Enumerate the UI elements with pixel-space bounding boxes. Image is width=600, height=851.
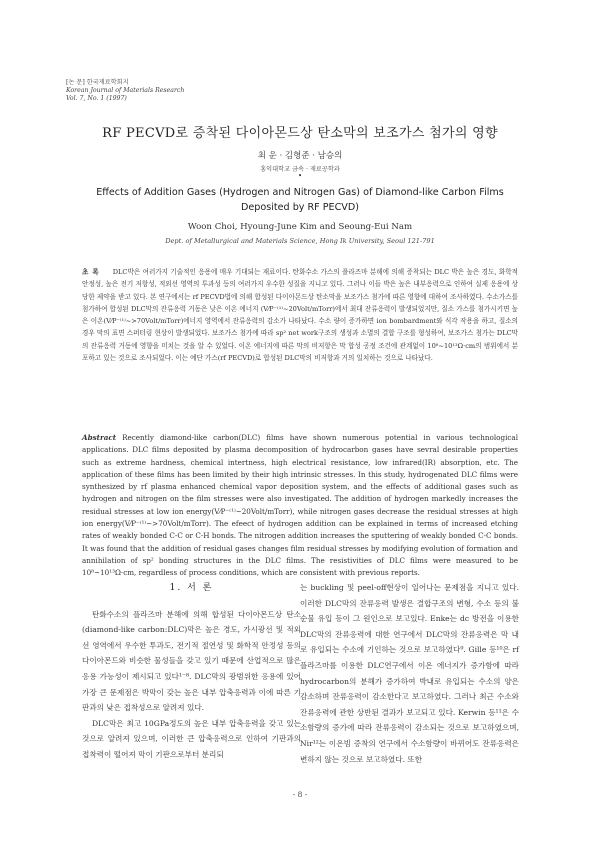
body-column-left <box>82 577 301 763</box>
page-number: - 8 - <box>292 790 308 799</box>
abstract-korean-label: 초록 <box>82 268 103 276</box>
separator-bullet: • <box>298 172 303 180</box>
body-column-right <box>300 580 519 767</box>
abstract-korean-text: DLC박은 여러가지 기술적인 응용에 매우 기대되는 재료이다. 탄화수소 가스의 플라즈마 분해에 의해 증착되는 DLC 박은 높은 경도, 화학적 안정성, 높은 전기 저항성, 적외선 영역의 투과성 등의 여러가지 우수한 성질을 지니고 있다. 그러나 이들 박은 높은 내부응력으로 인하여 실제 응용에 상당한 제약을 받고 있다. 본 연구에서는 rf PECVD법에 의해 합성된 다이아몬드상 탄소막을 보조가스 첨가에 따른 영향에 대하여 조사하였다. 수소가스를 첨가하여 합성된 DLC막의 잔류응력 거동은 낮은 이온 에너지 (V⁄P⁻⁽¹⁾~20Volt/mTorr)에서 최대 잔류응력이 발생되었지만, 질소 가스를 첨가시키면 높은 이온(V⁄P⁻⁽¹⁾~>70Volt/mTorr)에너지 영역에서 잔류응력의 감소가 나타났다. 수소 량이 증가하면 ion bombardment와 식각 작용을 하고, 질소의 경우 막의 표면 스퍼터링 현상이 발생되었다. 보조가스 첨가에 따라 sp² net work구조의 생성과 소멸의 결합 구조를 형성하여, 보조가스 첨가는 DLC막의 잔류응력 거동에 영향을 미치는 것을 알 수 있었다. 이온 에너지에 따른 막의 비저항은 막 합성 공정 조건에 관계없이 10⁸~10¹³Ω·cm의 범위에서 분포하고 있는 것으로 조사되었다. 이는 예단 가스(rf PECVD)로 합성된 DLC막의 비저항과 거의 일치하는 것으로 나타났다. <box>82 268 518 363</box>
body-paragraph: 탄화수소의 플라즈마 분해에 의해 합성된 다이아몬드상 탄소(diamond-like carbon:DLC)막은 높은 경도, 가시광선 및 적외선 영역에서 우수한 투과도, 전기적 절연성 및 화학적 안정성 등의 다이아몬드와 비슷한 물성들을 갖고 있기 때문에 산업적으로 많은 응용 가능성이 제시되고 있다¹⁻⁸. DLC막의 광범위한 응용에 있어 가장 큰 문제점은 박막이 갖는 높은 내부 압축응력과 이에 따른 기판과의 낮은 접착성으로 알려져 있다. <box>82 609 301 713</box>
journal-volume: Vol. 7, No. 1 (1997) <box>66 95 127 102</box>
paper-title-korean: RF PECVD로 증착된 다이아몬드상 탄소막의 보조가스 첨가의 영향 <box>102 126 498 141</box>
abstract-english-text: Recently diamond-like carbon(DLC) films have shown numerous potential in various technological applications. DLC films deposited by plasma decomposition of hydrocarbon gases have sevral desirable properties such as extreme hardness, chemical intertness, high electrical resistance, low infrared(IR) absorption, etc. The application of these films has been limited by their high intrinsic stresses. In this study, hydrogenated DLC films were synthesized by rf plasma enhanced chemical vapor deposition system, and the effects of additional gases such as hydrogen and nitrogen on the film stresses were also investigated. The addition of hydrogen markedly increases the residual stresses at low ion energy(V⁄P⁻⁽¹⁾~20Volt/mTorr), while nitrogen gases decrease the residual stresses at high ion energy(V⁄P⁻⁽¹⁾~>70Volt/mTorr). The efeect of hydrogen addition can be explained in terms of increased etching rates of weakly bonded C-C or C-H bonds. The nitrogen addition increases the sputtering of weakly bonded C-C bonds. It was found that the addition of residual gases changes film residual stresses by modifying evolution of formation and annihilation of sp² bonding structures in the DLC films. The resistivities of DLC films were measured to be 10⁸~10¹³Ω·cm, regardless of process conditions, which are consistent with previous reports. <box>82 433 518 578</box>
authors-korean: 최 운 · 김형준 · 남승의 <box>257 151 343 161</box>
body-paragraph: DLC막은 최고 10GPa정도의 높은 내부 압축응력을 갖고 있는 것으로 알려져 있으며, 이러한 큰 압축응력으로 인하여 기판과의 접착력이 떨어져 막이 기판으로부터 분리되 <box>82 718 301 759</box>
journal-label: [논 문] 한국재료학회지 <box>66 79 129 86</box>
authors-english: Woon Choi, Hyoung-June Kim and Seoung-Eui Nam <box>187 222 413 232</box>
abstract-english <box>82 432 518 580</box>
journal-name: Korean Journal of Materials Research <box>66 87 185 94</box>
abstract-english-label: Abstract <box>82 433 117 442</box>
affiliation-english: Dept. of Metallurgical and Materials Science, Hong Ik University, Seoul 121-791 <box>165 237 435 245</box>
paper-title-english: Effects of Addition Gases (Hydrogen and Nitrogen Gas) of Diamond-like Carbon Films Deposited by RF PECVD) <box>96 187 504 213</box>
section-heading-introduction: 1. 서 론 <box>169 583 214 593</box>
affiliation-korean: 홍익대학교 금속 · 재료공학과 <box>260 166 340 173</box>
abstract-korean <box>82 266 518 364</box>
body-paragraph: 는 buckling 및 peel-off현상이 일어나는 문제점을 지니고 있다. 이러한 DLC막의 잔류응력 발생은 결합구조의 변형, 수소 등의 불순물 유입 등이 그 원인으로 보고있다. Enke는 dc 방전을 이용한 DLC막의 잔류응력에 대한 연구에서 DLC막의 잔류응력은 막 내로 유입되는 수소에 기인하는 것으로 보고하였다⁹. Gille 등¹⁰은 rf 플라즈마를 이용한 DLC연구에서 이온 에너지가 증가함에 따라 hydrocarbon의 분해가 증가하여 박내로 유입되는 수소의 양은 감소하며 잔류응력이 감소한다고 보고하였다. 그러나 최근 수소와 잔류응력에 관한 상반된 결과가 보고되고 있다. Kerwin 등¹¹은 수소함량의 증가에 따라 잔류응력이 감소되는 것으로 보고하였으며, Nir¹²는 이온빔 증착의 연구에서 수소함량이 바뀌어도 잔류응력은 변하지 않는 것으로 보고하였다. 또한 <box>300 583 519 764</box>
journal-header <box>66 79 184 103</box>
